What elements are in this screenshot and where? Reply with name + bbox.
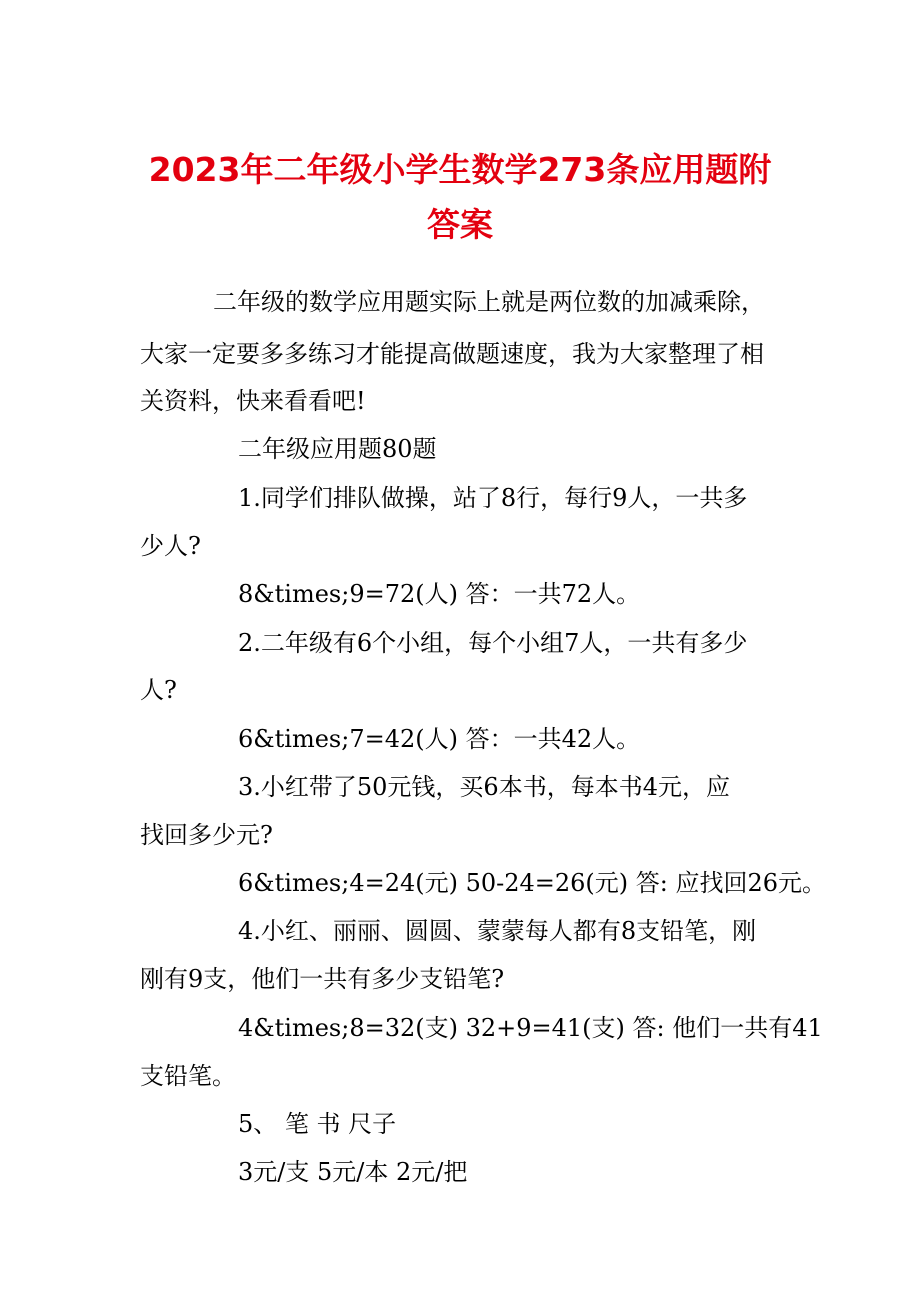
problem-2-question-line-1: 2.二年级有6个小组，每个小组7人，一共有多少	[238, 629, 748, 657]
problem-5-items-line: 5、 笔 书 尺子	[238, 1110, 397, 1138]
problem-3-answer: 6&times;4=24(元) 50-24=26(元) 答: 应找回26元。	[238, 869, 827, 897]
document-title-line-1: 2023年二年级小学生数学273条应用题附	[148, 150, 772, 189]
problem-3-question-line-2: 找回多少元?	[140, 821, 273, 849]
problem-4-question-line-2: 刚有9支，他们一共有多少支铅笔?	[140, 965, 505, 993]
problem-4-question-line-1: 4.小红、丽丽、圆圆、蒙蒙每人都有8支铅笔，刚	[238, 917, 757, 945]
problem-2-question-line-2: 人?	[140, 676, 177, 704]
intro-line-1: 二年级的数学应用题实际上就是两位数的加减乘除，	[213, 288, 765, 316]
section-heading: 二年级应用题80题	[238, 435, 437, 463]
intro-line-3: 关资料，快来看看吧!	[140, 387, 366, 415]
problem-5-prices-line: 3元/支 5元/本 2元/把	[238, 1158, 468, 1186]
problem-1-question-line-2: 少人?	[140, 532, 201, 560]
problem-1-answer: 8&times;9=72(人) 答：一共72人。	[238, 580, 641, 608]
problem-4-answer-line-2: 支铅笔。	[140, 1062, 236, 1090]
problem-2-answer: 6&times;7=42(人) 答：一共42人。	[238, 725, 641, 753]
document-title-line-2: 答案	[427, 205, 493, 244]
intro-line-2: 大家一定要多多练习才能提高做题速度，我为大家整理了相	[140, 340, 764, 368]
problem-1-question-line-1: 1.同学们排队做操，站了8行，每行9人，一共多	[238, 484, 748, 512]
problem-4-answer-line-1: 4&times;8=32(支) 32+9=41(支) 答: 他们一共有41	[238, 1014, 823, 1042]
problem-3-question-line-1: 3.小红带了50元钱，买6本书，每本书4元，应	[238, 773, 730, 801]
